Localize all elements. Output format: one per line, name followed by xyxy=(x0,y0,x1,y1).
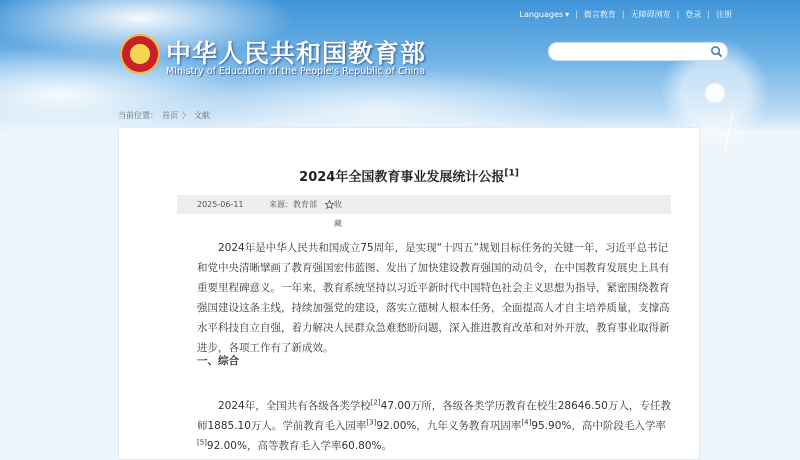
favorite-label: 收藏 xyxy=(334,200,342,228)
chevron-down-icon: ▾ xyxy=(565,10,570,19)
nav-divider: | xyxy=(707,10,710,19)
national-emblem-icon xyxy=(120,34,160,74)
article-title-text: 2024年全国教育事业发展统计公报 xyxy=(299,170,505,185)
footnote-ref[interactable]: [5] xyxy=(197,438,207,447)
site-title[interactable]: 中华人民共和国教育部 xyxy=(166,39,427,68)
paragraph-text: 95.90%，高中阶段毛入学率 xyxy=(531,420,666,432)
breadcrumb-current[interactable]: 文献 xyxy=(194,111,210,120)
star-icon xyxy=(325,200,334,209)
breadcrumb xyxy=(118,110,214,121)
section-heading: 一、综合 xyxy=(197,355,239,367)
search-icon[interactable] xyxy=(710,45,723,58)
footnote-ref[interactable]: [2] xyxy=(370,398,381,407)
paragraph-text: 92.00%，高等教育毛入学率60.80%。 xyxy=(206,440,392,452)
breadcrumb-home[interactable]: 首页 xyxy=(162,111,178,120)
article-meta-bar xyxy=(177,195,671,228)
article-paragraph-2 xyxy=(197,396,671,456)
footnote-ref[interactable]: [1] xyxy=(504,168,519,179)
article-source: 来源：教育部 xyxy=(269,200,317,209)
nav-link-register[interactable]: 注册 xyxy=(716,10,732,19)
paragraph-text: 47.00万所，各级各类学历教育在校生28646.50万人，专任教师1885.10万人。学前教育毛入园率 xyxy=(197,400,671,432)
favorite-button[interactable] xyxy=(325,195,342,228)
nav-divider: | xyxy=(676,10,680,19)
nav-divider: | xyxy=(575,10,578,19)
nav-link-login[interactable]: 登录 xyxy=(685,10,702,19)
search-box[interactable] xyxy=(548,42,728,61)
paragraph-text: 92.00%，九年义务教育巩固率 xyxy=(376,420,522,432)
nav-divider: | xyxy=(621,10,625,19)
footnote-ref[interactable]: [4] xyxy=(521,418,532,427)
nav-link-weiyan[interactable]: 微言教育 xyxy=(583,10,616,19)
languages-label: Languages xyxy=(519,10,564,19)
footnote-ref[interactable]: [3] xyxy=(366,418,377,427)
site-header xyxy=(0,0,800,130)
article-title xyxy=(119,166,699,185)
article-paragraph-1: 2024年是中华人民共和国成立75周年，是实现“十四五”规划目标任务的关键一年，习近平总书记和党中央清晰擘画了教育强国宏伟蓝图、发出了加快建设教育强国的动员令，在中国教育发展史上具有重要里程碑意义。一年来，教育系统坚持以习近平新时代中国特色社会主义思想为指导，紧密围绕教育强国建设这条主线，持续加强党的建设，落实立德树人根本任务，全面提高人才自主培养质量，支撑高水平科技自立自强，着力解决人民群众急难愁盼问题，深入推进教育改革和对外开放，教育事业取得新进步，各项工作有了新成效。 xyxy=(197,242,670,354)
languages-dropdown[interactable] xyxy=(520,10,570,19)
publish-date: 2025-06-11 xyxy=(197,200,244,209)
nav-link-accessibility[interactable]: 无障碍浏览 xyxy=(630,10,671,19)
site-subtitle: Ministry of Education of the People's Republic of China xyxy=(166,66,426,77)
breadcrumb-separator: 〉 xyxy=(182,111,190,120)
top-nav xyxy=(520,9,732,20)
paragraph-text: 2024年，全国共有各级各类学校 xyxy=(218,400,371,412)
breadcrumb-prefix: 当前位置： xyxy=(118,111,158,120)
article-container xyxy=(118,127,700,460)
